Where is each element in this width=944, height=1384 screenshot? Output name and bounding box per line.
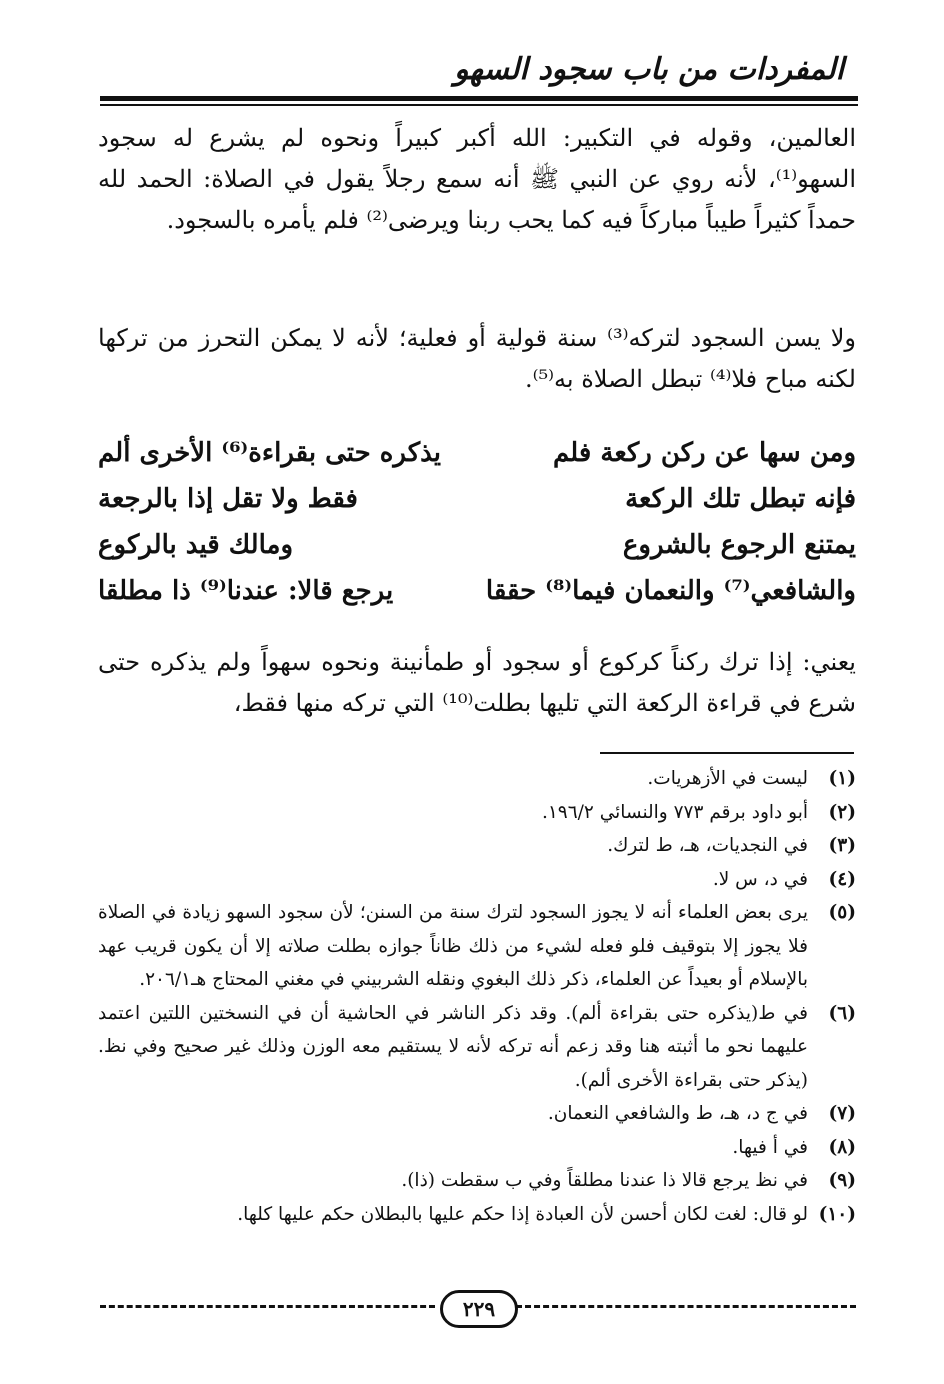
footnote-text: لو قال: لغت لكان أحسن لأن العبادة إذا حكم عليها بالبطلان حكم عليها كلها. <box>237 1203 808 1225</box>
footnote-number: (٢) <box>828 801 856 823</box>
footnote-number: (٨) <box>828 1136 856 1158</box>
footnote-number: (٧) <box>828 1103 856 1124</box>
verse-line <box>98 438 856 484</box>
body-paragraph-1: العالمين، وقوله في التكبير: الله أكبر كبيراً ونحوه لم يشرع له سجود السهو⁽¹⁾، لأنه روي عن النبي ﷺ أنه سمع رجلاً يقول في الصلاة: الحمد لله حمداً كثيراً طيباً مباركاً فيه كما يحب ربنا ويرضى⁽²⁾ فلم يأمره بالسجود. <box>98 124 856 234</box>
page-number: ٢٢٩ <box>440 1290 518 1328</box>
footnote-item <box>98 1131 856 1165</box>
footnote-item <box>98 1164 856 1198</box>
footnote-number: (٦) <box>828 1002 856 1024</box>
verse-second-hemistich: ومالك قيد بالركوع <box>98 530 294 560</box>
verse-first-hemistich: فإنه تبطل تلك الركعة <box>625 484 856 514</box>
body-paragraph-2: ولا يسن السجود لتركه⁽³⁾ سنة قولية أو فعلية؛ لأنه لا يمكن التحرز من تركها لكنه مباح فلا⁽⁴⁾ تبطل الصلاة به⁽⁵⁾. <box>98 324 856 393</box>
footnote-text: في ط(يذكره حتى بقراءة ألم). وقد ذكر الناشر في الحاشية أن في النسختين اللتين اعتمد عليهما نحو ما أثبته هنا وقد زعم أنه تركه لأنه لا يستقيم معه الوزن وذلك غير صحيح وفي نظ. (يذكر حتى بقراءة الأخرى ألم). <box>98 1002 808 1091</box>
footnote-text: في د، س لا. <box>712 868 808 890</box>
footnote-text: يرى بعض العلماء أنه لا يجوز السجود لترك سنة من السنن؛ لأن سجود السهو زيادة في الصلاة فلا يجوز إلا بتوقيف فلو فعله لشيء من ذلك ظاناً جوازه بطلت صلاته إلا أن يكون قريب عهد بالإسلام أو بعيداً عن العلماء، ذكر ذلك البغوي ونقله الشربيني في مغني المحتاج هـ٢٠٦/١. <box>98 902 808 990</box>
verse-first-hemistich: يمتنع الرجوع بالشروع <box>622 530 856 560</box>
footnote-text: في نظ يرجع قالا ذا عندنا مطلقاً وفي ب سقطت (ذا). <box>401 1170 808 1191</box>
footnote-text: أبو داود برقم ٧٧٣ والنسائي ١٩٦/٢. <box>541 801 808 823</box>
footnote-item <box>98 863 856 897</box>
footer-dashed-rule-right <box>516 1305 856 1308</box>
footnote-number: (١٠) <box>818 1203 856 1225</box>
header-rule-thin <box>100 104 858 106</box>
footnote-text: في أ فيها. <box>732 1136 808 1158</box>
footnote-number: (١) <box>828 768 856 789</box>
body-paragraph-3: يعني: إذا ترك ركناً كركوع أو سجود أو طمأنينة ونحوه سهواً ولم يذكره حتى شرع في قراءة الركعة التي تليها بطلت⁽¹⁰⁾ التي تركه منها فقط، <box>98 648 856 717</box>
footnote-text: في النجديات، هـ، ط لترك. <box>607 835 808 856</box>
footnote-item <box>98 1097 856 1131</box>
footnote-item <box>98 896 856 997</box>
verse-line <box>98 576 856 622</box>
footnote-number: (٩) <box>828 1170 856 1191</box>
verse-line <box>98 484 856 530</box>
footnotes-list <box>98 762 856 1231</box>
footnote-item <box>98 1198 856 1232</box>
verse-line <box>98 530 856 576</box>
verse-first-hemistich: ومن سها عن ركن ركعة فلم <box>552 438 856 468</box>
footnote-number: (٤) <box>828 868 856 890</box>
footnote-item <box>98 796 856 830</box>
footnote-text: ليست في الأزهريات. <box>647 768 808 789</box>
footnote-separator <box>600 752 854 754</box>
footnote-number: (٣) <box>828 835 856 856</box>
footer-dashed-rule-left <box>100 1305 435 1308</box>
verse-second-hemistich: فقط ولا تقل إذا بالرجعة <box>98 484 358 514</box>
footnote-item <box>98 762 856 796</box>
verse-first-hemistich: والشافعي⁽⁷⁾ والنعمان فيما⁽⁸⁾ حققا <box>485 576 856 606</box>
running-header-title: المفردات من باب سجود السهو <box>454 52 844 87</box>
verse-second-hemistich: يرجع قالا: عندنا⁽⁹⁾ ذا مطلقا <box>98 576 394 606</box>
header-rule-thick <box>100 96 858 101</box>
footnote-number: (٥) <box>828 902 856 923</box>
footnote-item <box>98 997 856 1098</box>
footnote-item <box>98 829 856 863</box>
footnote-text: في ج د، هـ، ط والشافعي النعمان. <box>547 1103 808 1124</box>
verse-second-hemistich: يذكره حتى بقراءة⁽⁶⁾ الأخرى ألم <box>98 438 441 468</box>
